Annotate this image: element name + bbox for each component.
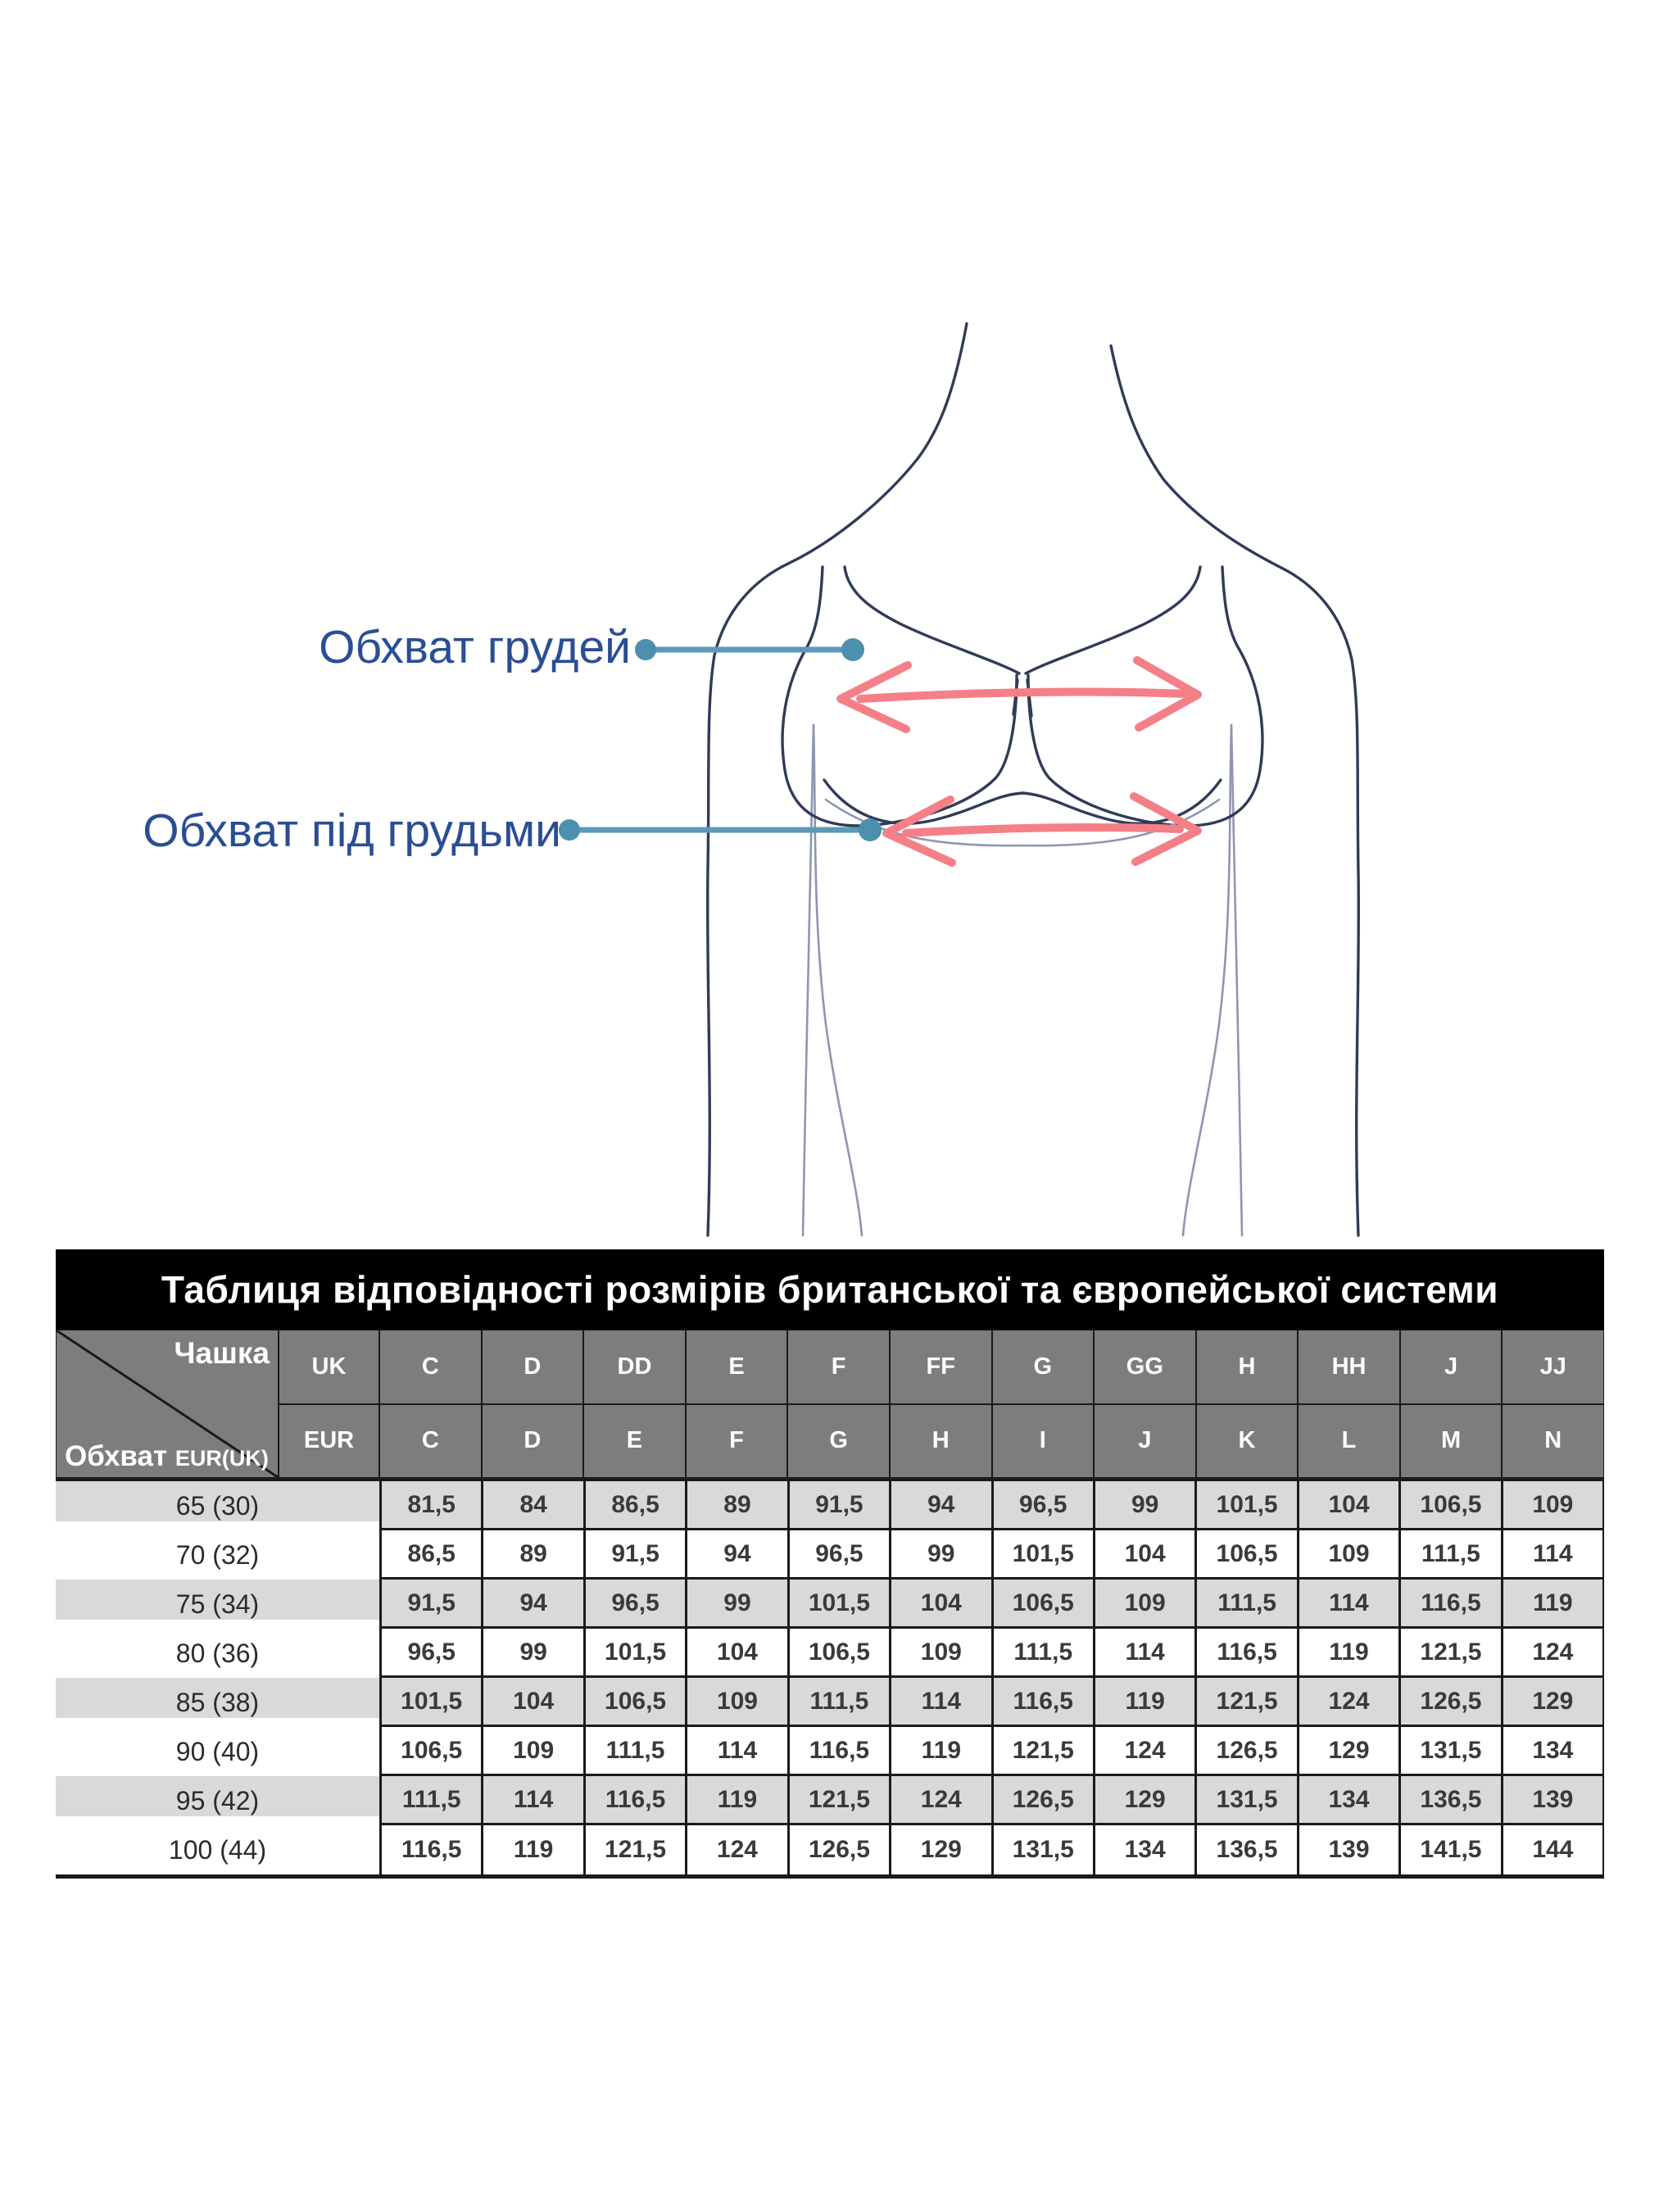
eur-cup-cell: I xyxy=(992,1404,1095,1479)
value-cell: 109 xyxy=(481,1727,582,1776)
waist-right-line xyxy=(1183,725,1231,1235)
value-cell: 89 xyxy=(481,1530,582,1580)
uk-cup-cell: C xyxy=(379,1330,482,1404)
table-header xyxy=(56,1330,1604,1481)
value-cell: 116,5 xyxy=(379,1825,481,1874)
table-row xyxy=(56,1776,1604,1825)
value-cell: 106,5 xyxy=(787,1629,889,1678)
value-cell: 134 xyxy=(1297,1776,1398,1825)
uk-cup-cell: H xyxy=(1196,1330,1299,1404)
eur-cup-cell: G xyxy=(787,1404,890,1479)
value-cell: 121,5 xyxy=(1194,1678,1296,1727)
bust-arrow-shaft xyxy=(860,692,1186,699)
value-cell: 126,5 xyxy=(787,1825,889,1874)
uk-cup-cell: FF xyxy=(890,1330,992,1404)
value-cell: 94 xyxy=(481,1580,582,1629)
table-title: Таблиця відповідності розмірів британської та європейської системи xyxy=(56,1249,1604,1330)
waist-left-line xyxy=(814,725,862,1235)
value-cell: 131,5 xyxy=(1398,1727,1500,1776)
value-cell: 91,5 xyxy=(787,1481,889,1530)
value-cell: 99 xyxy=(1093,1481,1194,1530)
value-cell: 116,5 xyxy=(1194,1629,1296,1678)
value-cell: 114 xyxy=(1093,1629,1194,1678)
value-cell: 101,5 xyxy=(583,1629,685,1678)
underbust-connector-dot-left xyxy=(559,819,580,841)
underbust-connector-dot-right xyxy=(859,818,882,841)
value-cell: 114 xyxy=(1297,1580,1398,1629)
value-cell: 119 xyxy=(685,1776,786,1825)
eur-cup-cell: F xyxy=(686,1404,788,1479)
value-cell: 104 xyxy=(1093,1530,1194,1580)
arm-left-inner-line xyxy=(803,725,814,1235)
value-cell: 111,5 xyxy=(583,1727,685,1776)
value-cell: 141,5 xyxy=(1398,1825,1500,1874)
value-cell: 96,5 xyxy=(583,1580,685,1629)
value-cell: 124 xyxy=(889,1776,990,1825)
bust-connector-dot-right xyxy=(841,638,864,661)
eur-cup-cell: L xyxy=(1298,1404,1400,1479)
value-cell: 124 xyxy=(1297,1678,1398,1727)
value-cell: 111,5 xyxy=(991,1629,1093,1678)
value-cell: 131,5 xyxy=(991,1825,1093,1874)
value-cell: 109 xyxy=(1501,1481,1604,1530)
value-cell: 106,5 xyxy=(379,1727,481,1776)
bra-left-cup-top-edge xyxy=(845,567,1019,673)
value-cell: 121,5 xyxy=(583,1825,685,1874)
row-label-cell: 100 (44) xyxy=(168,1834,267,1865)
corner-label-girth-units: EUR(UK) xyxy=(175,1446,269,1471)
value-cell: 111,5 xyxy=(379,1776,481,1825)
value-cell: 114 xyxy=(889,1678,990,1727)
value-cell: 111,5 xyxy=(787,1678,889,1727)
row-label-cell: 90 (40) xyxy=(175,1736,260,1766)
value-cell: 119 xyxy=(1501,1580,1604,1629)
value-cell: 119 xyxy=(889,1727,990,1776)
value-cell: 134 xyxy=(1501,1727,1604,1776)
value-cell: 121,5 xyxy=(1398,1629,1500,1678)
uk-cup-cell: DD xyxy=(583,1330,686,1404)
table-row xyxy=(56,1530,1604,1580)
value-cell: 119 xyxy=(481,1825,582,1874)
value-cell: 129 xyxy=(889,1825,990,1874)
underbust-label: Обхват під грудьми xyxy=(143,805,561,857)
value-cell: 99 xyxy=(889,1530,990,1580)
row-label-cell: 95 (42) xyxy=(56,1776,379,1825)
value-cell: 114 xyxy=(685,1727,786,1776)
row-label-cell: 65 (30) xyxy=(56,1481,379,1530)
value-cell: 84 xyxy=(481,1481,582,1530)
value-cell: 139 xyxy=(1297,1825,1398,1874)
value-cell: 114 xyxy=(1501,1530,1604,1580)
eur-cup-cell: D xyxy=(482,1404,584,1479)
row-label-cell: 70 (32) xyxy=(175,1539,260,1570)
torso-right-contour xyxy=(1111,346,1358,1235)
value-cell: 109 xyxy=(1093,1580,1194,1629)
value-cell: 109 xyxy=(1297,1530,1398,1580)
table-row xyxy=(56,1481,1604,1530)
corner-label-cup: Чашка xyxy=(174,1336,270,1370)
bra-right-cup-top-edge xyxy=(1026,567,1200,673)
uk-cup-cell: HH xyxy=(1298,1330,1400,1404)
value-cell: 129 xyxy=(1297,1727,1398,1776)
table-body xyxy=(56,1481,1604,1879)
eur-cup-cell: E xyxy=(583,1404,686,1479)
value-cell: 129 xyxy=(1501,1678,1604,1727)
value-cell: 99 xyxy=(685,1580,786,1629)
value-cell: 119 xyxy=(1297,1629,1398,1678)
row-label-cell: 85 (38) xyxy=(56,1678,379,1727)
measurement-arrows xyxy=(841,660,1198,863)
value-cell: 104 xyxy=(685,1629,786,1678)
eur-cup-cell: K xyxy=(1196,1404,1299,1479)
bust-label: Обхват грудей xyxy=(319,621,631,673)
value-cell: 91,5 xyxy=(583,1530,685,1580)
value-cell: 94 xyxy=(685,1530,786,1580)
value-cell: 94 xyxy=(889,1481,990,1530)
table-row xyxy=(56,1678,1604,1727)
eur-cup-cell: C xyxy=(379,1404,482,1479)
value-cell: 99 xyxy=(481,1629,582,1678)
value-cell: 126,5 xyxy=(1398,1678,1500,1727)
eur-cup-cell: M xyxy=(1400,1404,1503,1479)
value-cell: 116,5 xyxy=(991,1678,1093,1727)
uk-cup-cell: G xyxy=(992,1330,1095,1404)
value-cell: 111,5 xyxy=(1398,1530,1500,1580)
value-cell: 144 xyxy=(1501,1825,1604,1874)
eur-cup-cell: N xyxy=(1502,1404,1604,1479)
value-cell: 124 xyxy=(1501,1629,1604,1678)
value-cell: 96,5 xyxy=(991,1481,1093,1530)
value-cell: 104 xyxy=(481,1678,582,1727)
arm-right-inner-line xyxy=(1231,725,1242,1235)
value-cell: 109 xyxy=(685,1678,786,1727)
value-cell: 116,5 xyxy=(787,1727,889,1776)
value-cell: 106,5 xyxy=(583,1678,685,1727)
value-cell: 111,5 xyxy=(1194,1580,1296,1629)
value-cell: 101,5 xyxy=(379,1678,481,1727)
value-cell: 119 xyxy=(1093,1678,1194,1727)
value-cell: 131,5 xyxy=(1194,1776,1296,1825)
eur-cup-cell: H xyxy=(890,1404,992,1479)
value-cell: 101,5 xyxy=(991,1530,1093,1580)
uk-cup-cell: J xyxy=(1400,1330,1503,1404)
value-cell: 124 xyxy=(1093,1727,1194,1776)
value-cell: 116,5 xyxy=(1398,1580,1500,1629)
value-cell: 124 xyxy=(685,1825,786,1874)
value-cell: 126,5 xyxy=(1194,1727,1296,1776)
value-cell: 101,5 xyxy=(1194,1481,1296,1530)
value-cell: 104 xyxy=(889,1580,990,1629)
value-cell: 91,5 xyxy=(379,1580,481,1629)
value-cell: 121,5 xyxy=(991,1727,1093,1776)
uk-cup-cell: F xyxy=(787,1330,890,1404)
value-cell: 114 xyxy=(481,1776,582,1825)
table-row xyxy=(56,1727,1604,1776)
uk-cup-cell: D xyxy=(482,1330,584,1404)
value-cell: 89 xyxy=(685,1481,786,1530)
value-cell: 116,5 xyxy=(583,1776,685,1825)
uk-cup-cell: JJ xyxy=(1502,1330,1604,1404)
eur-cup-cell: J xyxy=(1094,1404,1196,1479)
row-label-cell: 75 (34) xyxy=(56,1580,379,1629)
uk-cup-cell: GG xyxy=(1094,1330,1196,1404)
table-row xyxy=(56,1629,1604,1678)
value-cell: 134 xyxy=(1093,1825,1194,1874)
corner-label-girth xyxy=(65,1440,269,1473)
value-cell: 106,5 xyxy=(991,1580,1093,1629)
value-cell: 106,5 xyxy=(1398,1481,1500,1530)
size-table xyxy=(56,1249,1604,1879)
corner-label-girth-text: Обхват xyxy=(65,1440,168,1472)
underbust-arrow-shaft xyxy=(906,827,1180,833)
value-cell: 121,5 xyxy=(787,1776,889,1825)
table-row xyxy=(56,1580,1604,1629)
table-row xyxy=(56,1825,1604,1874)
torso-outline xyxy=(708,324,1359,1235)
value-cell: 86,5 xyxy=(379,1530,481,1580)
value-cell: 139 xyxy=(1501,1776,1604,1825)
value-cell: 81,5 xyxy=(379,1481,481,1530)
bust-connector-dot-left xyxy=(635,639,656,660)
uk-cup-cell: E xyxy=(686,1330,788,1404)
value-cell: 136,5 xyxy=(1194,1825,1296,1874)
uk-system-label: UK xyxy=(279,1330,379,1404)
bra-underband-top xyxy=(824,780,1221,823)
corner-cell xyxy=(56,1330,279,1478)
value-cell: 101,5 xyxy=(787,1580,889,1629)
value-cell: 126,5 xyxy=(991,1776,1093,1825)
value-cell: 104 xyxy=(1297,1481,1398,1530)
value-cell: 136,5 xyxy=(1398,1776,1500,1825)
value-cell: 129 xyxy=(1093,1776,1194,1825)
value-cell: 106,5 xyxy=(1194,1530,1296,1580)
row-label-cell: 80 (36) xyxy=(175,1638,260,1668)
value-cell: 86,5 xyxy=(583,1481,685,1530)
value-cell: 96,5 xyxy=(787,1530,889,1580)
value-cell: 109 xyxy=(889,1629,990,1678)
value-cell: 96,5 xyxy=(379,1629,481,1678)
eur-system-label: EUR xyxy=(279,1404,379,1479)
